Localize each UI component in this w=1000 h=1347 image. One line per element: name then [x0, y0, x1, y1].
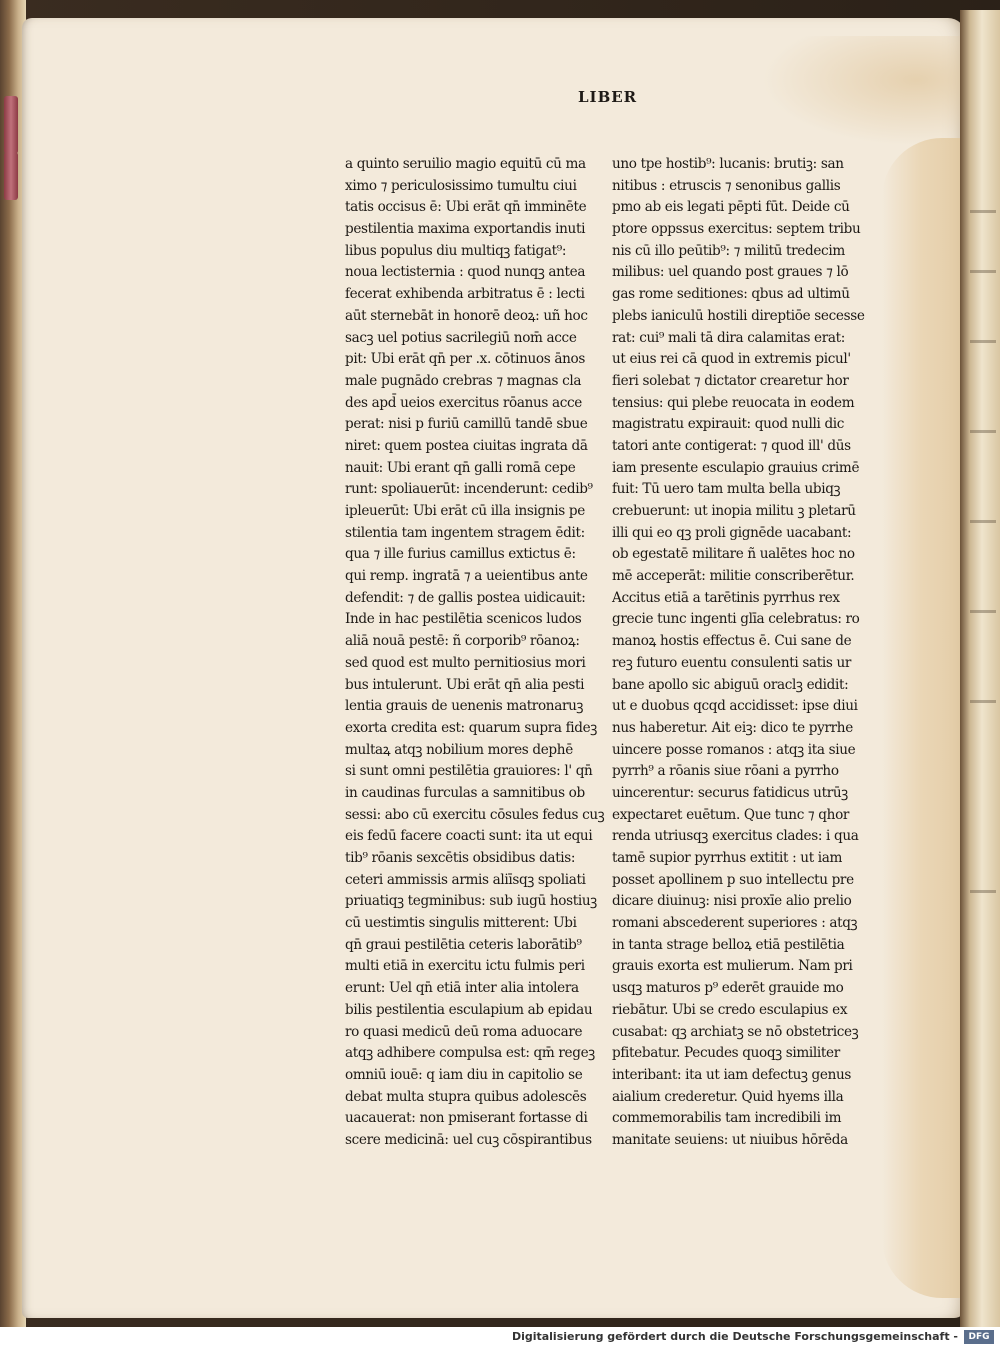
bookmark-ribbon	[4, 96, 18, 154]
text-line: sed quod est multo pernitiosius mori	[345, 654, 586, 671]
text-line: qui remp. ingratā ⁊ a ueientibus ante	[345, 568, 588, 585]
text-line: cū uestimtis singulis mitterent: Ubi	[345, 915, 577, 932]
text-line: omniū iouē: q iam diu in capitolio se	[345, 1066, 583, 1083]
text-line: plebs ianiculū hostili direptiōe secesse	[612, 307, 865, 324]
text-line: mē acceperāt: militie conscriberētur.	[612, 568, 855, 585]
text-line: stilentia tam ingentem stragem ēdit:	[345, 524, 585, 541]
text-line: des apd̄ ueios exercitus rōanus acce	[345, 394, 582, 411]
text-line: scere medicinā: uel cuꝫ cōspirantibus	[345, 1131, 592, 1148]
text-line: pfitebatur. Pecudes quoqꝫ similiter	[612, 1045, 840, 1062]
text-line: in tanta strage belloꝝ etiā pestilētia	[612, 936, 845, 953]
text-line: uacauerat: non pmiserant fortasse di	[345, 1110, 588, 1127]
text-line: sessi: abo cū exercitu cōsules fedus cuꝫ	[345, 806, 605, 823]
text-line: libus populus diu multiqꝫ fatigat⁹:	[345, 242, 567, 259]
text-line: bus intulerunt. Ubi erāt qn̄ alia pesti	[345, 676, 585, 693]
footer-bar	[0, 1327, 1000, 1347]
text-line: milibus: uel quando post graues ⁊ lō	[612, 264, 849, 281]
funding-notice: Digitalisierung gefördert durch die Deutsche Forschungsgemeinschaft -	[511, 1330, 958, 1343]
text-line: in caudinas furculas a samnitibus ob	[345, 784, 585, 801]
text-line: bilis pestilentia esculapium ab epidau	[345, 1001, 593, 1018]
text-line: manoꝝ hostis effectus ē. Cui sane de	[612, 633, 852, 650]
text-line: bane apollo sic abiguū oraclꝫ edidit:	[612, 676, 849, 693]
text-line: Accitus etiā a tarētinis pyrrhus rex	[612, 589, 840, 606]
text-line: aliā nouā pestē: ñ corporib⁹ rōanoꝝ:	[345, 633, 580, 650]
text-line: fieri solebat ⁊ dictator crearetur hor	[612, 372, 849, 389]
text-line: noua lectisternia : quod nunqꝫ antea	[345, 264, 586, 281]
text-line: tensius: qui plebe reuocata in eodem	[612, 394, 855, 411]
text-line: qua ⁊ ille furius camillus extictus ē:	[345, 546, 576, 563]
text-line: ut eius rei cā quod in extremis picul'	[612, 351, 851, 368]
text-line: si sunt omni pestilētia grauiores: l' qn̄	[345, 763, 593, 780]
text-line: aialium crederetur. Quid hyems illa	[612, 1088, 844, 1105]
text-line: defendit: ⁊ de gallis postea uidicauit:	[345, 589, 586, 606]
text-column-left	[345, 154, 605, 1152]
text-line: tatori ante contigerat: ⁊ quod ill' dūs	[612, 437, 851, 454]
text-line: runt: spoliauerūt: incenderunt: cedib⁹	[345, 481, 593, 498]
text-line: erunt: Uel qn̄ etiā inter alia intolera	[345, 980, 579, 997]
text-line: interibant: ita ut iam defectuꝫ genus	[612, 1066, 852, 1083]
text-line: atqꝫ adhibere compulsa est: qm̄ regeꝫ	[345, 1045, 595, 1062]
text-line: tatis occisus ē: Ubi erāt qn̄ imminēte	[345, 199, 587, 216]
text-line: crebuerunt: ut inopia militu ꝫ pletarū	[612, 503, 856, 519]
text-line: ob egestatē militare ñ ualētes hoc no	[612, 546, 855, 563]
text-line: fecerat exhibenda arbitratus ē : lecti	[345, 286, 585, 303]
text-line: ximo ⁊ periculosissimo tumultu ciui	[345, 177, 577, 194]
text-line: ipleuerūt: Ubi erāt cū illa insignis pe	[345, 503, 585, 519]
text-line: nis cū illo peūtib⁹: ⁊ militū tredecim	[612, 242, 845, 259]
text-line: tib⁹ rōanis sexcētis obsidibus datis:	[345, 850, 576, 866]
text-line: romani abscederent superiores : atqꝫ	[612, 915, 858, 932]
text-line: cusabat: qꝫ archiatꝫ se nō obstetriceꝫ	[612, 1023, 859, 1040]
text-line: debat multa stupra quibus adolescēs	[345, 1088, 587, 1105]
text-line: dicare diuinuꝫ: nisi proxīe alio prelio	[612, 893, 852, 910]
text-line: iam presente esculapio grauius crimē	[612, 459, 860, 476]
text-line: ptore oppssus exercitus: septem tribu	[612, 221, 861, 238]
text-line: riebātur. Ubi se credo esculapius ex	[612, 1001, 848, 1018]
text-line: reꝫ futuro euentu consulenti satis ur	[612, 654, 852, 671]
text-line: multi etiā in exercitu ictu fulmis peri	[345, 958, 585, 975]
dfg-logo[interactable]: DFG	[964, 1330, 994, 1344]
text-line: usqꝫ maturos p⁹ ederēt grauide mo	[612, 980, 844, 997]
text-line: aūt sternebāt in honorē deoꝝ: uñ hoc	[345, 307, 588, 324]
text-line: uincere posse romanos : atqꝫ ita siue	[612, 741, 856, 758]
text-line: pmo ab eis legati pēpti fūt. Deide cū	[612, 199, 850, 216]
text-line: renda utriusqꝫ exercitus clades: i qua	[612, 828, 859, 845]
text-line: niret: quem postea ciuitas ingrata dā	[345, 437, 588, 454]
text-line: grauis exorta est mulierum. Nam pri	[612, 958, 853, 975]
water-stain	[762, 36, 982, 146]
text-line: Inde in hac pestilētia scenicos ludos	[345, 611, 582, 628]
text-line: grecie tunc ingenti glīa celebratus: ro	[612, 611, 860, 628]
text-line: qn̄ graui pestilētia ceteris laborātib⁹	[345, 936, 582, 953]
text-line: nus haberetur. Ait eiꝫ: dico te pyrrhe	[612, 719, 853, 736]
text-line: ut e duobus qcqd accidisset: ipse diui	[612, 698, 858, 715]
text-line: male pugnādo crebras ⁊ magnas cla	[345, 372, 582, 389]
text-line: uincerentur: securus fatidicus utrūꝫ	[612, 784, 848, 801]
bookmark-ribbon	[4, 152, 18, 200]
text-line: lentia grauis de uenenis matronaruꝫ	[345, 698, 584, 715]
text-line: multaꝝ atqꝫ nobilium mores dephē	[345, 741, 573, 758]
text-line: pit: Ubi erāt qn̄ per .x. cōtinuos ānos	[345, 351, 585, 368]
text-line: nitibus : etruscis ⁊ senonibus gallis	[612, 177, 841, 194]
text-line: pyrrh⁹ a rōanis siue rōani a pyrrho	[612, 763, 839, 780]
text-line: gas rome seditiones: qbus ad ultimū	[612, 286, 850, 303]
text-line: pestilentia maxima exportandis inuti	[345, 221, 586, 238]
text-line: tamē supior pyrrhus extitit : ut iam	[612, 850, 843, 866]
text-line: posset apollinem p suo intellectu pre	[612, 871, 854, 888]
text-line: perat: nisi p furiū camillū tandē sbue	[345, 416, 588, 433]
text-line: magistratu expirauit: quod nulli dic	[612, 416, 845, 433]
text-line: priuatiqꝫ tegminibus: sub iugū hostiuꝫ	[345, 893, 597, 910]
text-line: rat: cui⁹ mali tā dira calamitas erat:	[612, 329, 845, 346]
text-line: expectaret euētum. Que tunc ⁊ qhor	[612, 806, 850, 823]
text-line: ro quasi medicū deū roma aduocare	[345, 1023, 583, 1040]
text-line: a quinto seruilio magio equitū cū ma	[345, 156, 586, 172]
text-line: sacꝫ uel potius sacrilegiū nom̄ acce	[345, 329, 577, 346]
text-line: commemorabilis tam incredibili im	[612, 1110, 842, 1127]
text-line: uno tpe hostib⁹: lucanis: brutiꝫ: san	[612, 156, 844, 172]
text-line: ceteri ammissis armis aliīsqꝫ spoliati	[345, 871, 586, 888]
text-line: illi qui eo qꝫ proli gignēde uacabant:	[612, 524, 852, 541]
book-right-edge	[960, 10, 1000, 1327]
text-line: fuit: Tū uero tam multa bella ubiqꝫ	[612, 481, 841, 498]
text-line: eis fedū facere coacti sunt: ita ut equi	[345, 828, 593, 845]
text-line: manitate seuiens: ut niuibus hōrēda	[612, 1131, 848, 1148]
running-head: LIBER	[578, 88, 638, 106]
text-line: nauit: Ubi erant qn̄ galli romā cepe	[345, 459, 576, 476]
text-column-right	[612, 154, 865, 1152]
text-line: exorta credita est: quarum supra fideꝫ	[345, 719, 597, 736]
